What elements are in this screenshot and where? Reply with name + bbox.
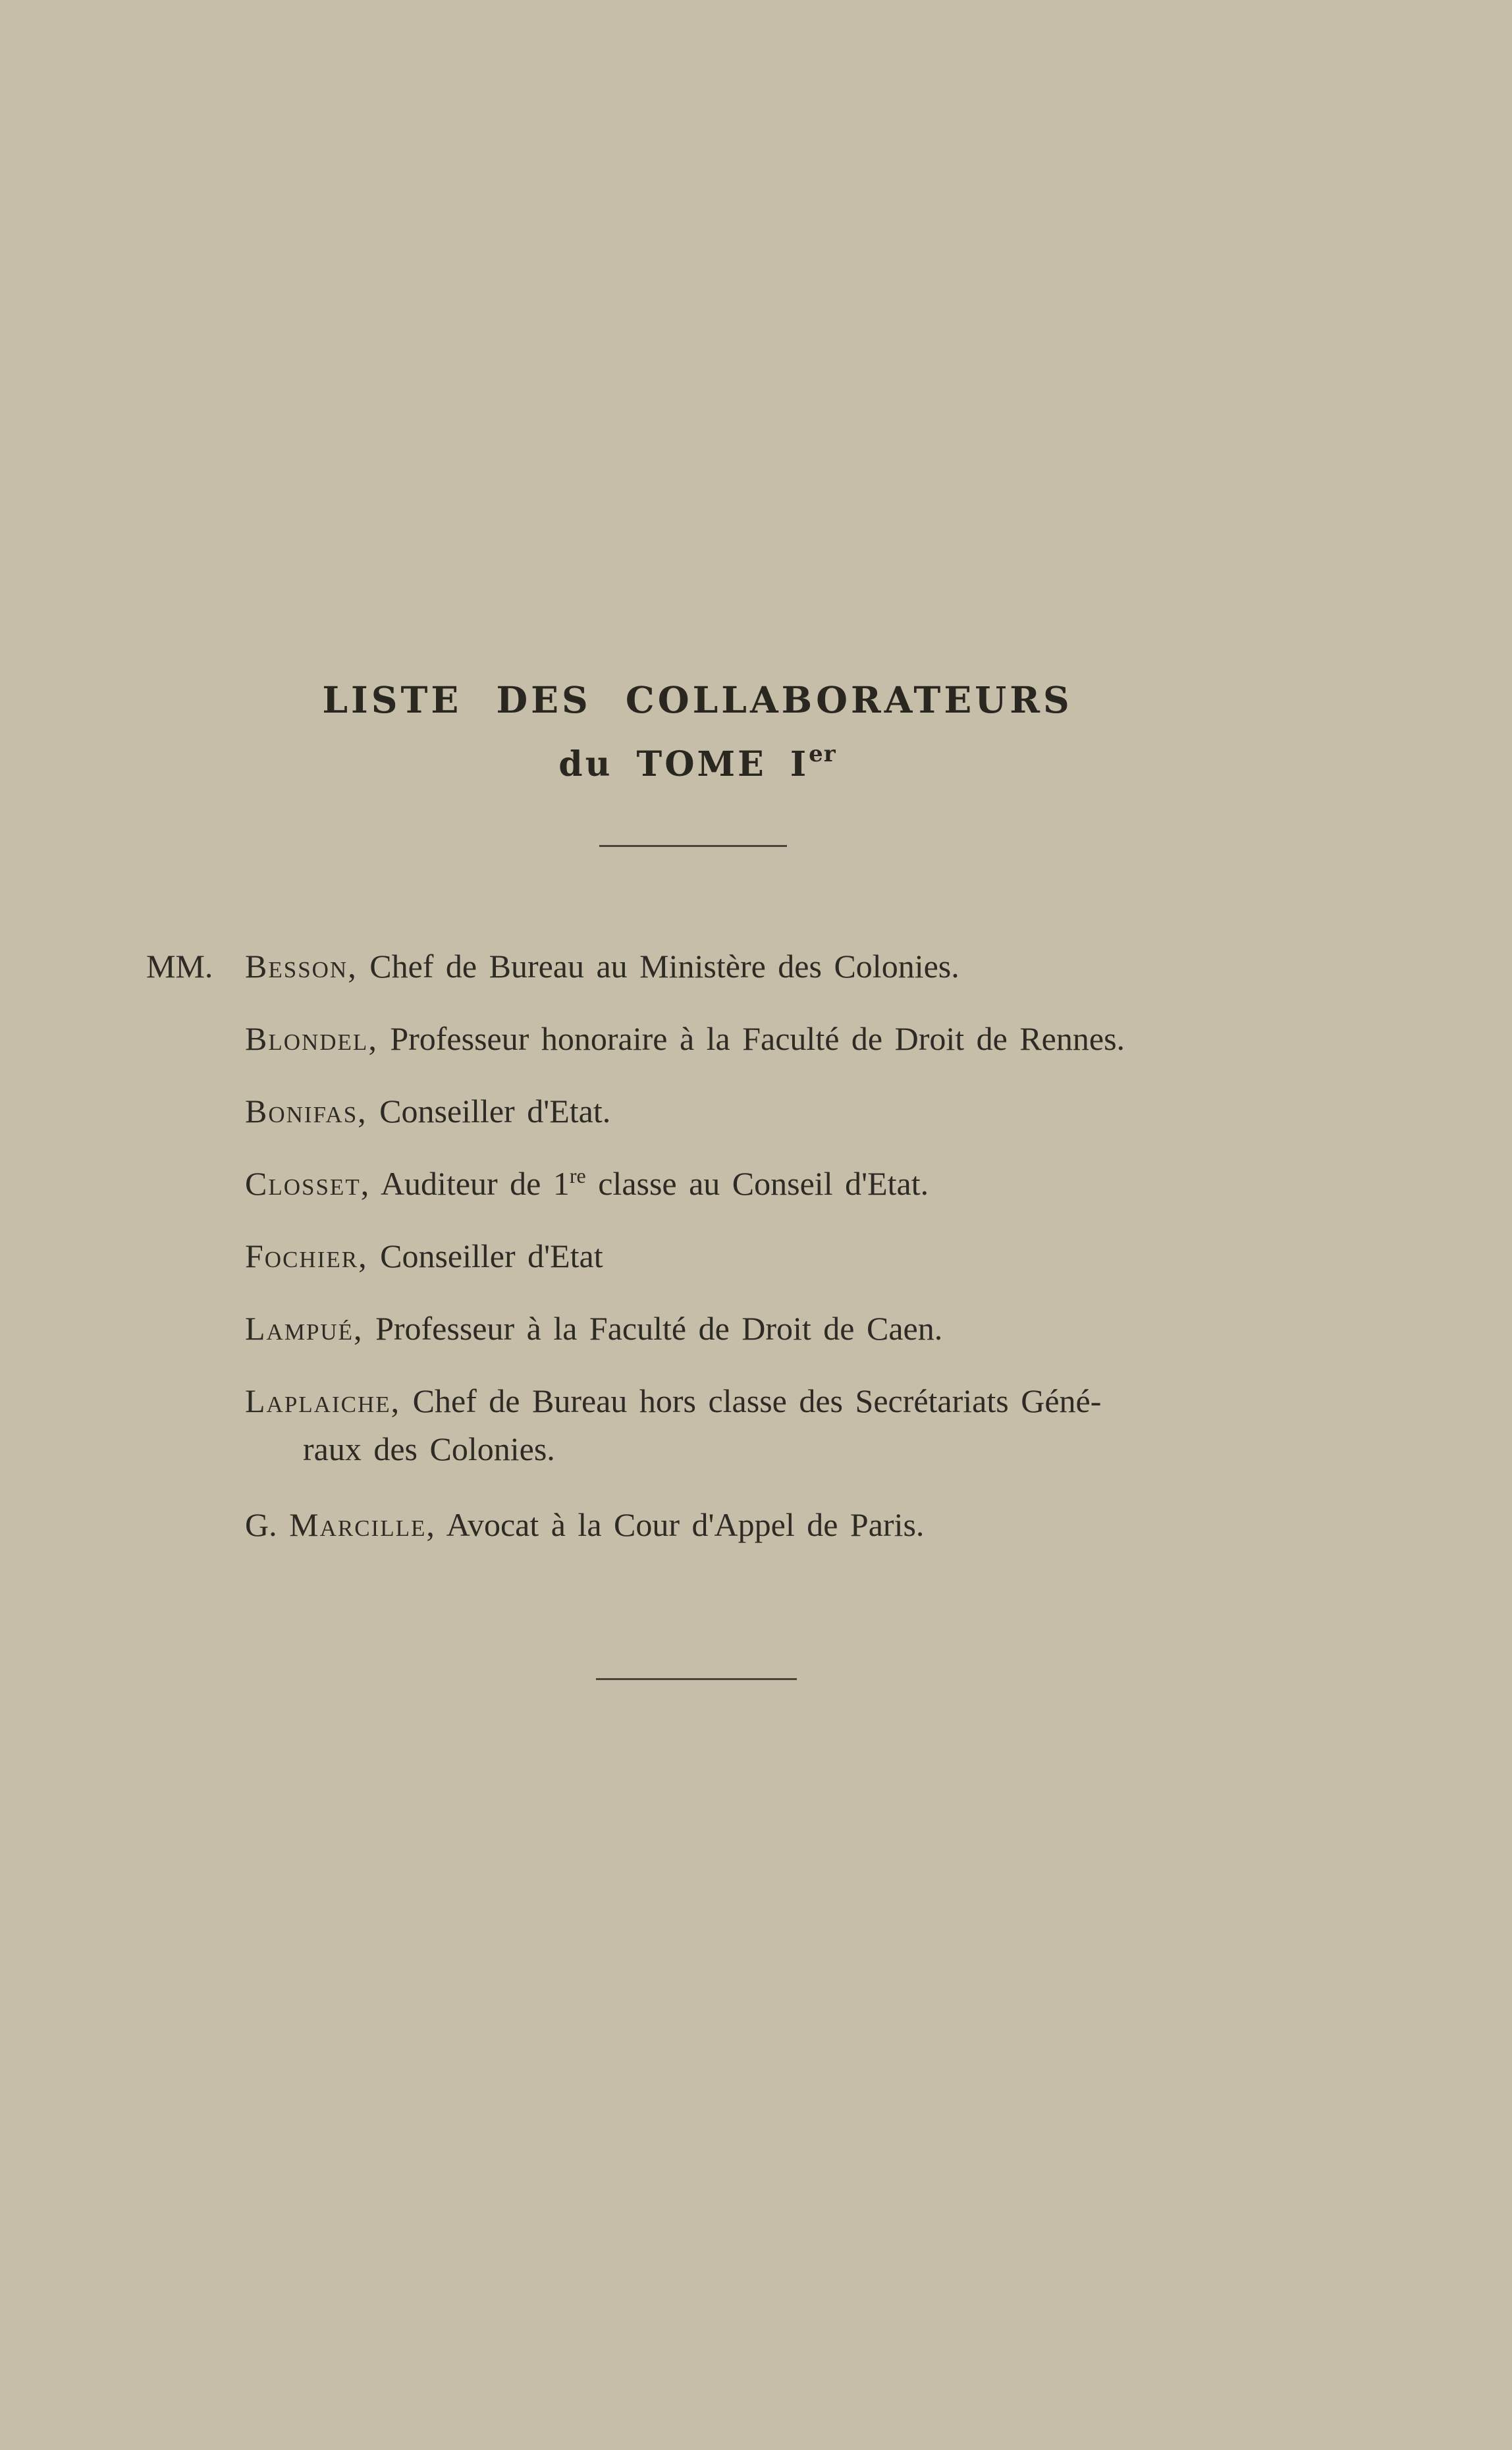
- subtitle-superscript: er: [809, 741, 836, 767]
- subtitle-main: du TOME I: [558, 744, 809, 784]
- collaborator-title: Avocat à la Cour d'Appel de Paris.: [435, 1506, 925, 1543]
- collaborator-entry: [245, 1014, 1125, 1063]
- collaborator-title: Professeur à la Faculté de Droit de Caen.: [363, 1310, 943, 1347]
- collaborator-title: Conseiller d'Etat.: [367, 1093, 611, 1130]
- collaborator-entry: [245, 1087, 610, 1135]
- collaborator-entry: [245, 1304, 942, 1353]
- collaborator-title: Chef de Bureau au Ministère des Colonies.: [357, 948, 959, 985]
- collaborator-name: Blondel,: [245, 1020, 378, 1057]
- collaborator-name: Laplaiche,: [245, 1382, 401, 1419]
- collaborator-title-cont: classe au Conseil d'Etat.: [585, 1165, 929, 1202]
- collaborator-name: Besson,: [245, 948, 358, 985]
- collaborator-title: Conseiller d'Etat: [367, 1238, 603, 1274]
- collaborator-entry: [245, 942, 959, 991]
- collaborator-title: Chef de Bureau hors classe des Secrétariats Géné-: [400, 1382, 1102, 1419]
- collaborator-title: Professeur honoraire à la Faculté de Droit de Rennes.: [377, 1020, 1125, 1057]
- collaborator-name: Lampué,: [245, 1310, 364, 1347]
- top-divider: [599, 845, 787, 847]
- ordinal-superscript: re: [569, 1164, 586, 1187]
- collaborator-entry-continuation: raux des Colonies.: [303, 1430, 555, 1467]
- collaborator-name: Closset,: [245, 1165, 371, 1202]
- collaborator-title: Auditeur de 1: [370, 1165, 570, 1202]
- collaborator-name: Marcille,: [289, 1506, 436, 1543]
- collaborator-name: Fochier,: [245, 1238, 368, 1274]
- collaborator-entry: [245, 1376, 1101, 1425]
- collaborator-entry: [245, 1500, 924, 1549]
- page-title: LISTE DES COLLABORATEURS: [322, 678, 1073, 721]
- bottom-divider: [596, 1678, 797, 1680]
- collaborator-entry: [245, 1159, 929, 1208]
- honorific-prefix: MM.: [146, 948, 213, 985]
- collaborator-entry: [245, 1232, 603, 1280]
- collaborator-name: Bonifas,: [245, 1093, 367, 1130]
- page-subtitle: [0, 741, 1395, 784]
- collaborator-initial: G.: [245, 1506, 290, 1543]
